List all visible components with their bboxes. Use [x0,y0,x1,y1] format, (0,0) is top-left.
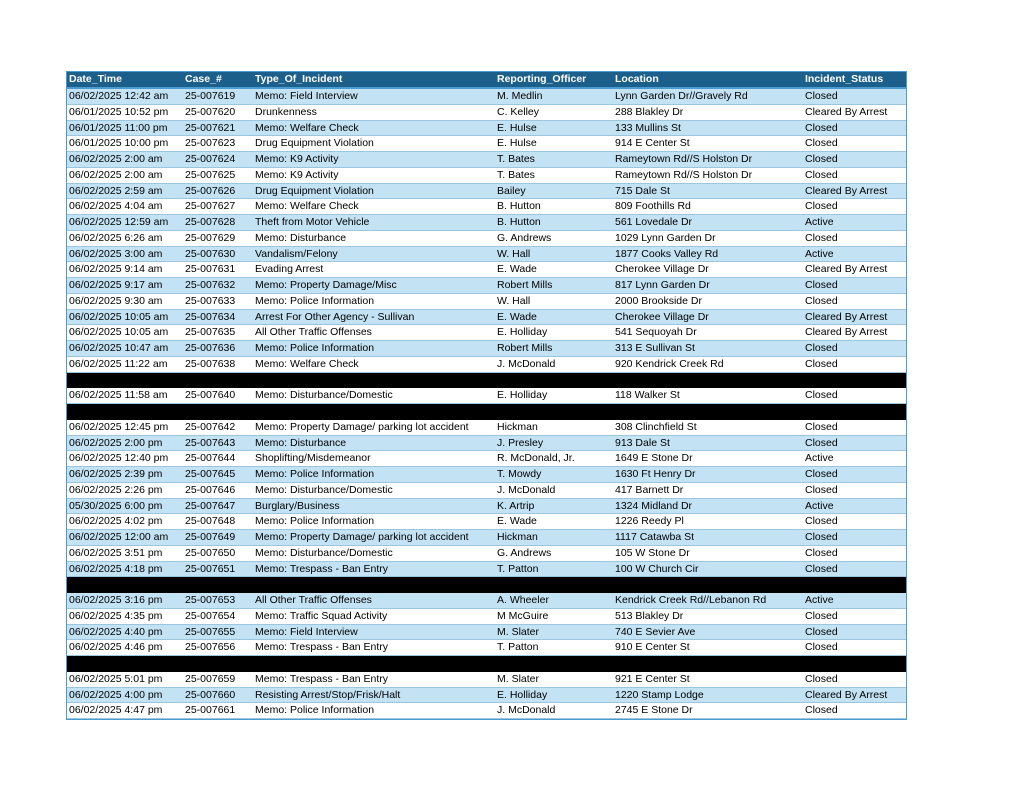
cell-incident-status: Closed [805,153,838,165]
cell-location: Kendrick Creek Rd//Lebanon Rd [615,594,767,606]
cell-case-number: 25-007644 [185,452,236,465]
cell-type-of-incident: Memo: K9 Activity [255,168,339,181]
cell-case-number: 25-007651 [185,562,236,575]
cell-case-number: 25-007634 [185,310,236,323]
cell-date-time: 06/02/2025 10:05 am [69,326,169,339]
cell-incident-status: Closed [805,342,838,354]
cell-type-of-incident: Memo: Disturbance/Domestic [255,546,393,559]
table-row [67,168,906,184]
cell-type-of-incident: Burglary/Business [255,499,340,512]
cell-case-number: 25-007626 [185,184,236,197]
cell-case-number: 25-007624 [185,153,236,165]
cell-incident-status: Closed [805,641,838,654]
column-header-case-number: Case_# [185,73,222,85]
table-row [67,672,906,688]
cell-reporting-officer: J. McDonald [497,483,556,496]
cell-type-of-incident: Memo: Police Information [255,515,375,528]
cell-type-of-incident: Memo: Welfare Check [255,121,359,134]
column-header-type-of-incident: Type_Of_Incident [255,73,343,85]
cell-type-of-incident: Memo: Disturbance/Domestic [255,483,393,496]
cell-type-of-incident: Memo: Welfare Check [255,200,359,213]
cell-type-of-incident: Memo: Disturbance/Domestic [255,389,393,402]
table-row [67,310,906,326]
incident-log-table [66,71,907,720]
cell-case-number: 25-007628 [185,216,236,228]
table-row [67,152,906,168]
cell-date-time: 06/02/2025 3:00 am [69,247,163,260]
cell-location: 105 W Stone Dr [615,546,690,559]
cell-incident-status: Active [805,216,834,228]
cell-type-of-incident: Vandalism/Felony [255,247,338,260]
table-row [67,215,906,231]
cell-incident-status: Closed [805,279,838,291]
cell-case-number: 25-007649 [185,531,236,543]
cell-date-time: 05/30/2025 6:00 pm [69,499,163,512]
table-row [67,278,906,294]
cell-date-time: 06/02/2025 2:26 pm [69,483,163,496]
cell-case-number: 25-007660 [185,688,236,701]
table-header [67,72,906,89]
cell-date-time: 06/02/2025 4:47 pm [69,704,163,717]
cell-reporting-officer: G. Andrews [497,231,552,244]
cell-location: 1226 Reedy Pl [615,515,684,528]
column-header-location: Location [615,73,659,85]
redacted-row [67,373,906,389]
cell-case-number: 25-007631 [185,263,236,276]
cell-location: 1117 Catawba St [615,531,694,543]
cell-location: 100 W Church Cir [615,562,699,575]
cell-incident-status: Active [805,499,834,512]
cell-incident-status: Cleared By Arrest [805,688,888,701]
cell-reporting-officer: E. Wade [497,263,537,276]
table-row [67,121,906,137]
cell-reporting-officer: G. Andrews [497,546,552,559]
cell-case-number: 25-007647 [185,499,236,512]
table-row [67,688,906,704]
cell-case-number: 25-007648 [185,515,236,528]
cell-reporting-officer: T. Bates [497,168,535,181]
cell-date-time: 06/02/2025 12:45 pm [69,420,169,433]
cell-incident-status: Closed [805,672,838,685]
cell-reporting-officer: A. Wheeler [497,594,549,606]
cell-incident-status: Closed [805,200,838,213]
cell-type-of-incident: Memo: Field Interview [255,90,358,102]
table-row [67,625,906,641]
table-row [67,609,906,625]
cell-incident-status: Active [805,594,834,606]
cell-incident-status: Cleared By Arrest [805,184,888,197]
cell-type-of-incident: Memo: Welfare Check [255,357,359,370]
table-row [67,231,906,247]
cell-location: 1877 Cooks Valley Rd [615,247,719,260]
cell-location: 561 Lovedale Dr [615,216,693,228]
cell-date-time: 06/02/2025 2:39 pm [69,468,163,480]
table-row [67,530,906,546]
cell-type-of-incident: All Other Traffic Offenses [255,594,372,606]
cell-type-of-incident: Memo: Trespass - Ban Entry [255,562,389,575]
cell-location: Rameytown Rd//S Holston Dr [615,153,753,165]
table-row [67,640,906,656]
cell-location: 118 Walker St [615,389,680,402]
cell-type-of-incident: Resisting Arrest/Stop/Frisk/Halt [255,688,401,701]
cell-case-number: 25-007661 [185,704,236,717]
cell-location: 740 E Sevier Ave [615,625,696,638]
cell-incident-status: Closed [805,121,838,134]
cell-date-time: 06/02/2025 3:51 pm [69,546,163,559]
cell-type-of-incident: Memo: Trespass - Ban Entry [255,641,389,654]
cell-date-time: 06/02/2025 2:00 am [69,168,163,181]
cell-reporting-officer: Bailey [497,184,526,197]
table-row [67,294,906,310]
cell-type-of-incident: Arrest For Other Agency - Sullivan [255,310,415,323]
table-row [67,483,906,499]
cell-incident-status: Closed [805,546,838,559]
cell-incident-status: Active [805,247,834,260]
cell-type-of-incident: Memo: Property Damage/ parking lot accident [255,420,469,433]
cell-incident-status: Closed [805,137,838,150]
cell-date-time: 06/02/2025 4:46 pm [69,641,163,654]
cell-incident-status: Cleared By Arrest [805,105,888,118]
table-row [67,341,906,357]
cell-reporting-officer: J. Presley [497,436,544,449]
cell-location: 513 Blakley Dr [615,609,684,622]
cell-reporting-officer: T. Patton [497,641,539,654]
column-header-date-time: Date_Time [69,73,122,85]
cell-date-time: 06/02/2025 12:42 am [69,90,169,102]
cell-incident-status: Closed [805,515,838,528]
cell-case-number: 25-007655 [185,625,236,638]
cell-date-time: 06/02/2025 6:26 am [69,231,163,244]
cell-type-of-incident: Drug Equipment Violation [255,184,374,197]
cell-location: 2745 E Stone Dr [615,704,693,717]
cell-type-of-incident: All Other Traffic Offenses [255,326,372,339]
cell-location: 2000 Brookside Dr [615,294,702,307]
cell-location: 920 Kendrick Creek Rd [615,357,724,370]
cell-reporting-officer: E. Holliday [497,688,548,701]
cell-location: Lynn Garden Dr//Gravely Rd [615,90,748,102]
cell-location: Cherokee Village Dr [615,263,709,276]
cell-case-number: 25-007650 [185,546,236,559]
cell-location: 817 Lynn Garden Dr [615,279,710,291]
cell-reporting-officer: Robert Mills [497,342,553,354]
cell-date-time: 06/02/2025 9:17 am [69,279,163,291]
table-row [67,546,906,562]
cell-case-number: 25-007630 [185,247,236,260]
redacted-row [67,577,906,593]
cell-type-of-incident: Memo: Police Information [255,294,375,307]
cell-reporting-officer: E. Wade [497,310,537,323]
cell-incident-status: Closed [805,420,838,433]
cell-reporting-officer: M McGuire [497,609,549,622]
cell-incident-status: Closed [805,562,838,575]
cell-location: 1630 Ft Henry Dr [615,468,696,480]
cell-date-time: 06/02/2025 4:35 pm [69,609,163,622]
table-row [67,703,906,719]
cell-case-number: 25-007619 [185,90,236,102]
cell-incident-status: Closed [805,704,838,717]
cell-location: 1220 Stamp Lodge [615,688,704,701]
cell-type-of-incident: Memo: Police Information [255,704,375,717]
cell-incident-status: Closed [805,357,838,370]
cell-date-time: 06/01/2025 10:52 pm [69,105,169,118]
cell-date-time: 06/02/2025 2:59 am [69,184,163,197]
cell-type-of-incident: Memo: Police Information [255,468,375,480]
cell-date-time: 06/02/2025 4:40 pm [69,625,163,638]
cell-location: 914 E Center St [615,137,690,150]
cell-case-number: 25-007620 [185,105,236,118]
cell-location: 1029 Lynn Garden Dr [615,231,716,244]
cell-case-number: 25-007642 [185,420,236,433]
column-header-reporting-officer: Reporting_Officer [497,73,587,85]
cell-incident-status: Closed [805,231,838,244]
cell-reporting-officer: T. Patton [497,562,539,575]
cell-reporting-officer: J. McDonald [497,704,556,717]
cell-type-of-incident: Drunkenness [255,105,317,118]
cell-date-time: 06/02/2025 3:16 pm [69,594,163,606]
cell-reporting-officer: R. McDonald, Jr. [497,452,575,465]
table-row [67,499,906,515]
cell-date-time: 06/02/2025 4:04 am [69,200,163,213]
cell-type-of-incident: Shoplifting/Misdemeanor [255,452,371,465]
cell-date-time: 06/02/2025 12:40 pm [69,452,169,465]
cell-date-time: 06/02/2025 4:00 pm [69,688,163,701]
cell-case-number: 25-007659 [185,672,236,685]
cell-type-of-incident: Memo: Police Information [255,342,375,354]
cell-case-number: 25-007646 [185,483,236,496]
cell-location: 809 Foothills Rd [615,200,691,213]
table-row [67,388,906,404]
cell-date-time: 06/02/2025 2:00 pm [69,436,163,449]
cell-date-time: 06/02/2025 10:47 am [69,342,169,354]
cell-case-number: 25-007627 [185,200,236,213]
cell-case-number: 25-007645 [185,468,236,480]
cell-type-of-incident: Memo: Disturbance [255,436,347,449]
cell-incident-status: Closed [805,436,838,449]
table-row [67,199,906,215]
cell-case-number: 25-007643 [185,436,236,449]
cell-location: 133 Mullins St [615,121,681,134]
redacted-row [67,656,906,672]
table-row [67,514,906,530]
cell-date-time: 06/02/2025 5:01 pm [69,672,163,685]
cell-incident-status: Closed [805,90,838,102]
cell-location: 1649 E Stone Dr [615,452,693,465]
table-row [67,262,906,278]
table-row [67,467,906,483]
table-row [67,136,906,152]
cell-location: 417 Barnett Dr [615,483,684,496]
cell-reporting-officer: E. Wade [497,515,537,528]
cell-reporting-officer: E. Hulse [497,121,537,134]
cell-location: 541 Sequoyah Dr [615,326,697,339]
cell-case-number: 25-007635 [185,326,236,339]
cell-case-number: 25-007629 [185,231,236,244]
cell-incident-status: Cleared By Arrest [805,326,888,339]
cell-case-number: 25-007654 [185,609,236,622]
cell-date-time: 06/02/2025 12:59 am [69,216,169,228]
table-row [67,105,906,121]
cell-location: 1324 Midland Dr [615,499,693,512]
table-row [67,89,906,105]
cell-location: 921 E Center St [615,672,690,685]
cell-date-time: 06/02/2025 4:02 pm [69,515,163,528]
cell-reporting-officer: B. Hutton [497,216,541,228]
cell-case-number: 25-007632 [185,279,236,291]
cell-date-time: 06/01/2025 11:00 pm [69,121,168,134]
cell-case-number: 25-007623 [185,137,236,150]
redacted-row [67,404,906,420]
cell-case-number: 25-007636 [185,342,236,354]
cell-location: 913 Dale St [615,436,670,449]
cell-date-time: 06/02/2025 11:22 am [69,357,168,370]
table-row [67,451,906,467]
cell-reporting-officer: T. Mowdy [497,468,542,480]
cell-reporting-officer: W. Hall [497,247,531,260]
cell-incident-status: Closed [805,625,838,638]
cell-location: 288 Blakley Dr [615,105,684,118]
cell-date-time: 06/02/2025 2:00 am [69,153,163,165]
cell-reporting-officer: E. Holliday [497,389,548,402]
cell-incident-status: Closed [805,389,838,402]
table-row [67,436,906,452]
cell-date-time: 06/02/2025 9:30 am [69,294,163,307]
column-header-incident-status: Incident_Status [805,73,884,85]
cell-type-of-incident: Memo: Trespass - Ban Entry [255,672,389,685]
table-row [67,357,906,373]
table-row [67,325,906,341]
cell-type-of-incident: Memo: Field Interview [255,625,358,638]
cell-location: 715 Dale St [615,184,670,197]
cell-location: 308 Clinchfield St [615,420,697,433]
cell-reporting-officer: Hickman [497,420,538,433]
cell-incident-status: Closed [805,483,838,496]
cell-incident-status: Closed [805,168,838,181]
cell-reporting-officer: E. Hulse [497,137,537,150]
cell-case-number: 25-007621 [185,121,236,134]
cell-reporting-officer: B. Hutton [497,200,541,213]
cell-reporting-officer: J. McDonald [497,357,556,370]
cell-reporting-officer: M. Medlin [497,90,543,102]
cell-reporting-officer: Hickman [497,531,538,543]
cell-incident-status: Active [805,452,834,465]
cell-location: 313 E Sullivan St [615,342,695,354]
table-row [67,593,906,609]
cell-case-number: 25-007633 [185,294,236,307]
table-body [67,89,906,719]
cell-incident-status: Cleared By Arrest [805,263,888,276]
cell-type-of-incident: Drug Equipment Violation [255,137,374,150]
cell-type-of-incident: Memo: Property Damage/ parking lot accident [255,531,469,543]
cell-incident-status: Closed [805,531,838,543]
cell-reporting-officer: E. Holliday [497,326,548,339]
cell-case-number: 25-007638 [185,357,236,370]
cell-incident-status: Closed [805,468,838,480]
cell-location: Cherokee Village Dr [615,310,709,323]
cell-reporting-officer: Robert Mills [497,279,553,291]
cell-case-number: 25-007625 [185,168,236,181]
cell-type-of-incident: Theft from Motor Vehicle [255,216,370,228]
cell-incident-status: Cleared By Arrest [805,310,888,323]
cell-reporting-officer: C. Kelley [497,105,540,118]
cell-reporting-officer: M. Slater [497,625,540,638]
cell-incident-status: Closed [805,609,838,622]
cell-type-of-incident: Memo: Disturbance [255,231,347,244]
cell-location: Rameytown Rd//S Holston Dr [615,168,753,181]
cell-type-of-incident: Evading Arrest [255,263,324,276]
cell-reporting-officer: M. Slater [497,672,540,685]
cell-date-time: 06/02/2025 11:58 am [69,389,168,402]
cell-reporting-officer: W. Hall [497,294,531,307]
cell-date-time: 06/02/2025 9:14 am [69,263,163,276]
cell-date-time: 06/02/2025 4:18 pm [69,562,163,575]
cell-reporting-officer: T. Bates [497,153,535,165]
cell-date-time: 06/01/2025 10:00 pm [69,137,169,150]
cell-case-number: 25-007640 [185,389,236,402]
cell-incident-status: Closed [805,294,838,307]
table-row [67,562,906,578]
table-row [67,184,906,200]
cell-date-time: 06/02/2025 12:00 am [69,531,169,543]
cell-location: 910 E Center St [615,641,690,654]
cell-reporting-officer: K. Artrip [497,499,535,512]
cell-date-time: 06/02/2025 10:05 am [69,310,169,323]
table-row [67,247,906,263]
cell-case-number: 25-007656 [185,641,236,654]
cell-type-of-incident: Memo: K9 Activity [255,153,339,165]
cell-type-of-incident: Memo: Traffic Squad Activity [255,609,388,622]
cell-case-number: 25-007653 [185,594,236,606]
table-row [67,420,906,436]
cell-type-of-incident: Memo: Property Damage/Misc [255,279,397,291]
